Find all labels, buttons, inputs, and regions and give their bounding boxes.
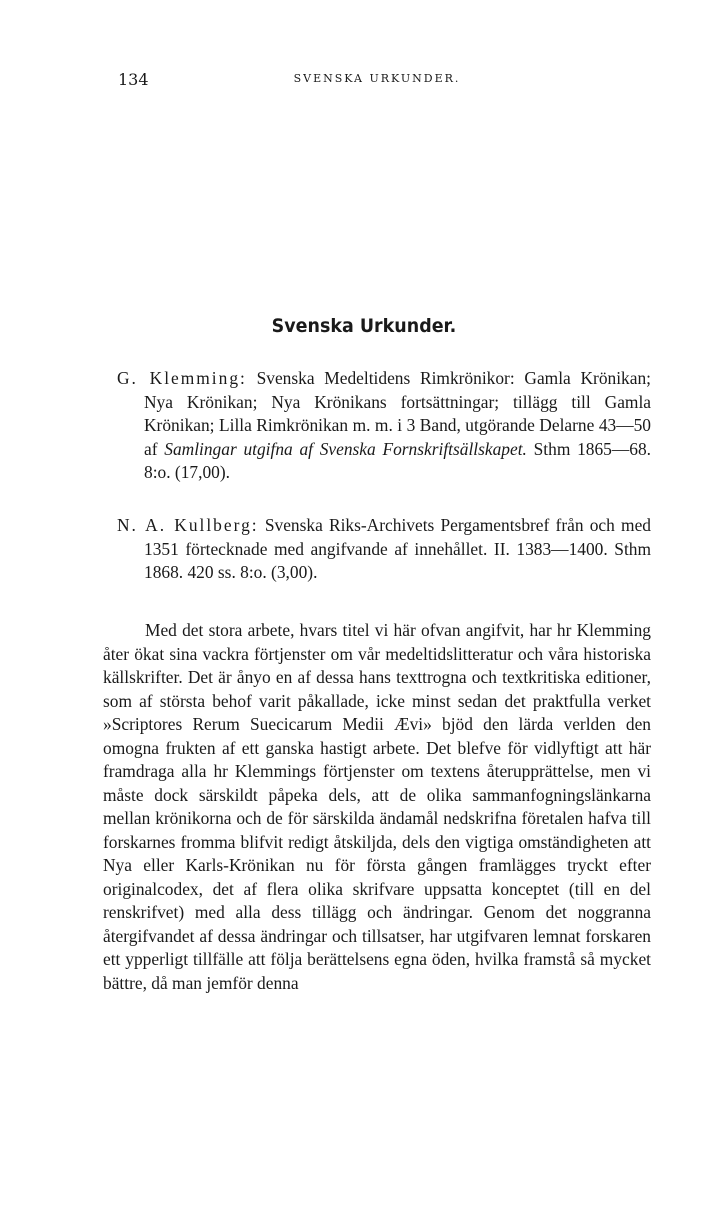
page-number: 134 bbox=[118, 70, 149, 89]
review-body bbox=[103, 619, 651, 995]
entry-author: G. Klemming: bbox=[117, 368, 247, 388]
body-paragraph: Med det stora arbete, hvars titel vi här ofvan angifvit, har hr Klemming åter ökat sina vackra förtjenster om vår medeltidslitteratur och våra historiska källskrifter. Det är ånyo en af dessa hans texttrogna och textkritiska editioner, som af största behof varit påkallade, icke minst sedan det praktfulla verket »Scriptores Rerum Suecicarum Medii Ævi» bjöd den lärda verlden den omogna frukten af ett ganska hastigt arbete. Det blefve för vidlyftigt att här framdraga alla hr Klemmings förtjenster om textens återupprättelse, men vi måste dock särskildt påpeka dels, att de olika sammanfogningslänkarna mellan krönikorna och de för särskilda ändamål nedskrifna företalen hafva till forskarnes fromma blifvit redigt åtskiljda, dels den vigtiga omständigheten att Nya eller Karls-Krönikan nu för första gången framlägges tryckt efter originalcodex, det af flera olika skrifvare uppsatta konceptet (till en del renskrifvet) med alla dess tillägg och ändringar. Genom det noggranna återgifvandet af dessa ändringar och tillsatser, har utgifvaren lemnat forskaren ett ypperligt tillfälle att följa berättelsens egna öden, hvilka framstå så mycket bättre, då man jemför denna bbox=[103, 620, 651, 993]
bibliography-entry bbox=[117, 367, 651, 485]
entry-author: N. A. Kullberg: bbox=[117, 515, 259, 535]
entry-series-title: Samlingar utgifna af Svenska Fornskriftsällskapet. bbox=[164, 438, 527, 459]
section-title: Svenska Urkunder. bbox=[271, 315, 457, 337]
entry-imprint: Sthm 1865—68. 8:o. (17,00). bbox=[144, 438, 651, 482]
entry-text: Svenska Medeltidens Rimkrönikor: Gamla Krönikan; Nya Krönikan; Nya Krönikans fortsättningar; tillägg till Gamla Krönikan; Lilla Rimkrönikan m. m. i 3 Band, utgörande Delarne 43—50 af bbox=[144, 368, 651, 459]
page-header bbox=[103, 70, 651, 90]
entry-text: Svenska Riks-Archivets Pergamentsbref från och med 1351 förtecknade med angifvande af innehållet. II. 1383—1400. Sthm 1868. 420 ss. 8:o. (3,00). bbox=[144, 515, 651, 582]
bibliography-entry bbox=[117, 514, 651, 585]
running-head: SVENSKA URKUNDER. bbox=[293, 72, 461, 85]
